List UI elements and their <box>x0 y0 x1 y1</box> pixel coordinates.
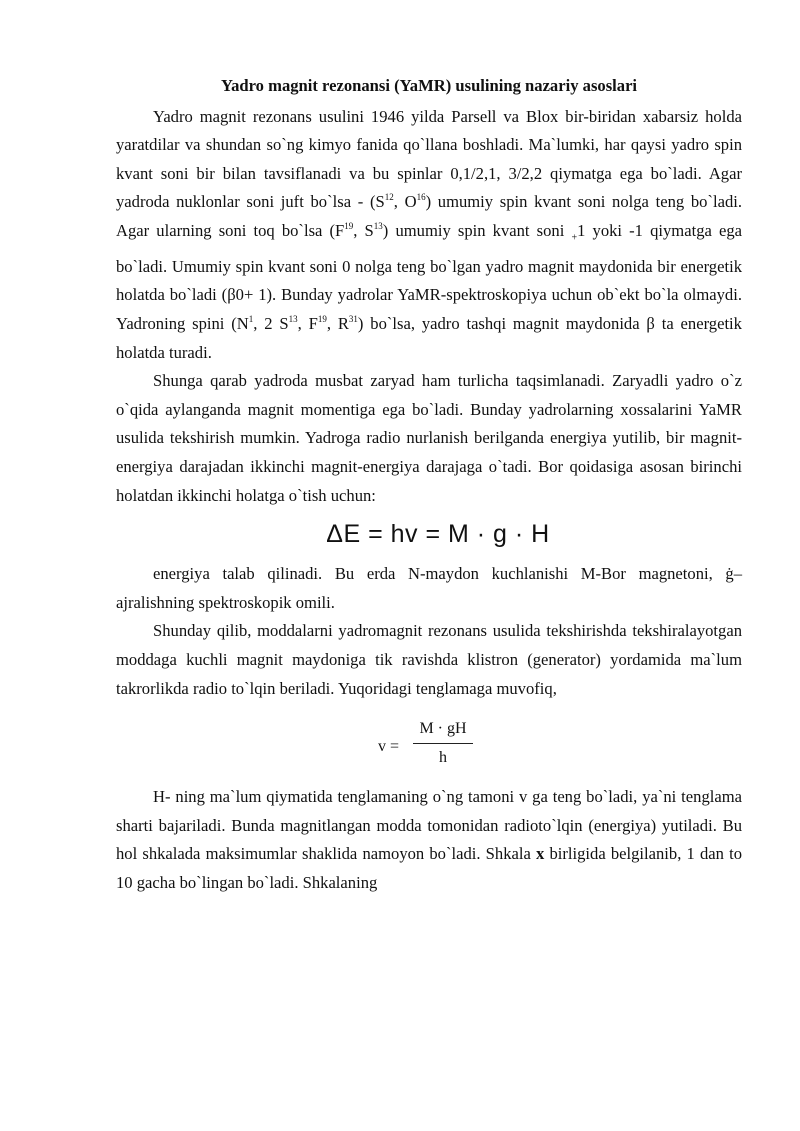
formula-numerator: M · gH <box>413 717 473 744</box>
p1-text-4: , S <box>353 220 374 240</box>
p1-text-1: Yadro magnit rezonans usulini 1946 yilda Parsell va Blox bir-biridan xabarsiz holda yaratdilar va shundan so`ng kimyo fanida qo`llana boshladi. Ma`lumki, har qaysi yadro spin kvant soni bir bilan tavsiflanadi va bu spinlar 0,1/2,1, 3/2,2 qiymatga ega bo`ladi. Agar yadroda nuklonlar soni juft bo`lsa - (S <box>116 106 742 212</box>
p1-text-2: , O <box>393 192 417 212</box>
p1-sup-2: 16 <box>416 192 426 203</box>
document-page <box>116 72 742 898</box>
energy-formula: ΔE = hv = M · g · H <box>326 520 550 549</box>
p1-sup-5: 1 <box>248 314 254 325</box>
p1-sup-3: 19 <box>344 220 354 231</box>
paragraph-1 <box>116 103 742 368</box>
p5-text-1: H- ning ma`lum qiymatida tenglamaning o`ng tamoni v ga teng bo`ladi, ya`ni tenglama sharti bajariladi. Bunda magnitlangan modda tomonidan radioto`lqin (energiya) yutiladi. Bu hol shkalada maksimumlar shaklida namoyon bo`ladi. Shkala <box>116 787 742 864</box>
p1-text-6: 1 yoki -1 qiymatga ega bo`ladi. Umumiy spin kvant soni 0 nolga teng bo`lgan yadro magnit maydonida bir energetik holatda bo`ladi (β0+ 1). Bunday yadrolar YaMR-spektroskopiya uchun ob`ekt bo`la olmaydi. Yadroning spini (N <box>116 220 743 334</box>
p1-plus-sign: + <box>571 232 578 244</box>
paragraph-5 <box>116 783 742 897</box>
p1-sup-7: 19 <box>317 314 327 325</box>
paragraph-4: Shunday qilib, moddalarni yadromagnit rezonans usulida tekshirishda tekshiralayotgan moddaga kuchli magnit maydoniga tik ravishda klistron (generator) yordamida ma`lum takrorlikda radio to`lqin beriladi. Yuqoridagi tenglamaga muvofiq, <box>116 621 742 698</box>
p1-text-5: ) umumiy spin kvant soni <box>382 220 572 240</box>
document-title: Yadro magnit rezonansi (YaMR) usulining nazariy asoslari <box>220 76 638 95</box>
p1-text-9: , R <box>326 314 349 334</box>
paragraph-3: energiya talab qilinadi. Bu erda N-maydon kuchlanishi M-Bor magnetoni, ġ–ajralishning spektroskopik omili. <box>116 564 742 612</box>
formula-denominator: h <box>439 749 447 767</box>
p1-sup-6: 13 <box>288 314 298 325</box>
frequency-formula <box>116 717 742 773</box>
p1-text-8: , F <box>297 314 318 334</box>
p1-text-3: ) umumiy spin kvant soni nolga teng bo`ladi. Agar ularning soni toq bo`lsa (F <box>116 192 743 240</box>
p1-text-7: , 2 S <box>253 314 289 334</box>
p1-sup-8: 31 <box>348 314 358 325</box>
p5-bold-x: x <box>536 844 545 864</box>
p1-sup-4: 13 <box>373 220 383 231</box>
p1-sup-1: 12 <box>384 192 394 203</box>
p5-text-2: birligida belgilanib, 1 dan to 10 gacha bo`lingan bo`ladi. Shkalaning <box>116 844 742 892</box>
formula-fraction <box>413 717 473 770</box>
paragraph-2: Shunga qarab yadroda musbat zaryad ham turlicha taqsimlanadi. Zaryadli yadro o`z o`qida aylanganda magnit momentiga ega bo`ladi. Bunday yadrolarning xossalarini YaMR usulida tekshirish mumkin. Yadroga radio nurlanish berilganda energiya yutilib, bir magnit-energiya darajadan ikkinchi magnit-energiya darajaga o`tadi. Bor qoidasiga asosan birinchi holatdan ikkinchi holatga o`tish uchun: <box>116 371 742 505</box>
formula-lhs: v = <box>378 738 400 756</box>
p1-text-10: ) bo`lsa, yadro tashqi magnit maydonida β ta energetik holatda turadi. <box>116 314 742 362</box>
